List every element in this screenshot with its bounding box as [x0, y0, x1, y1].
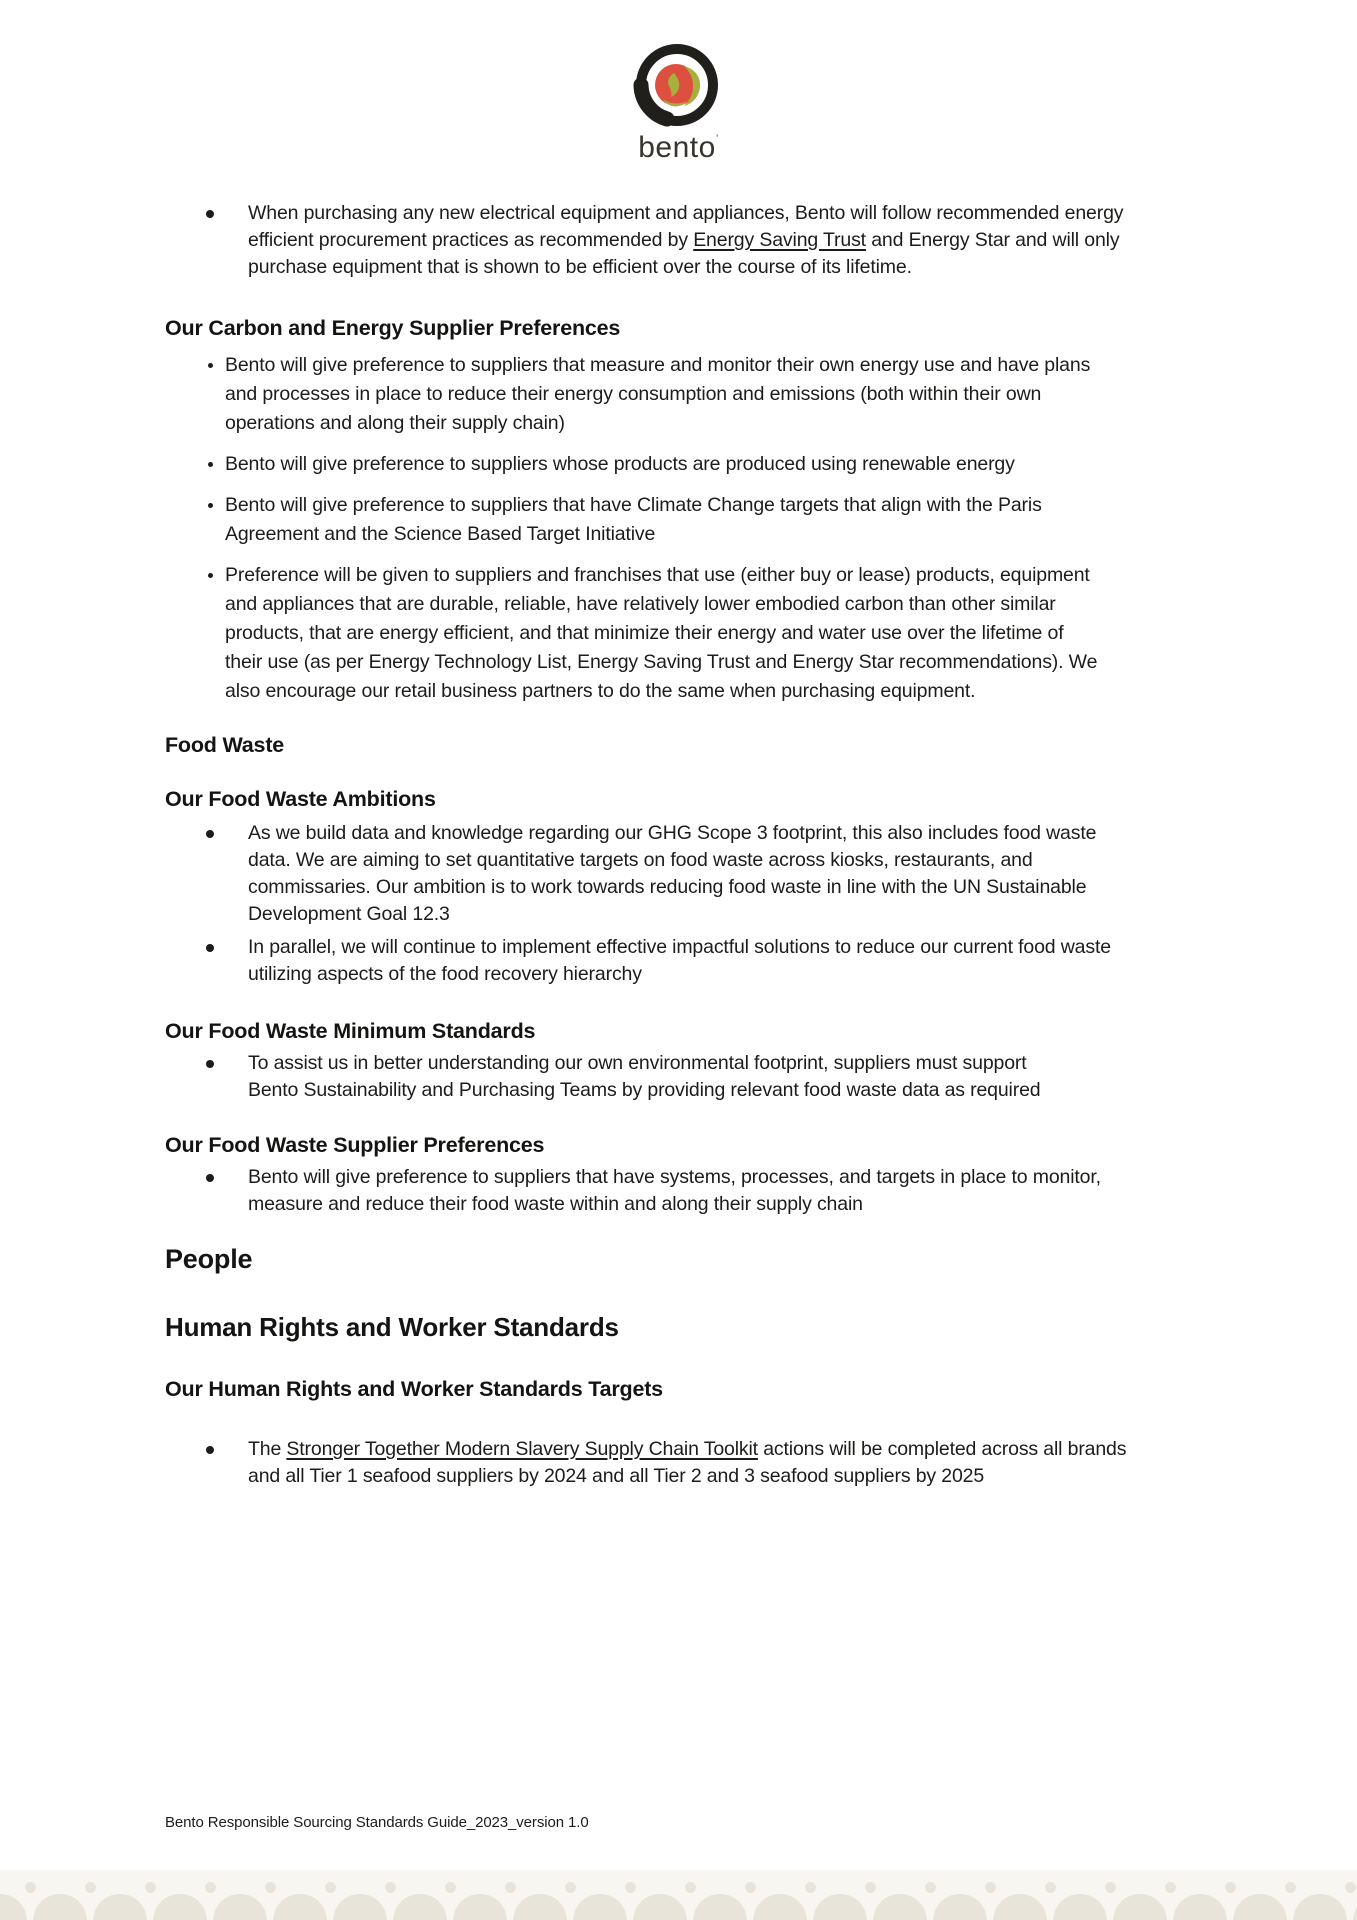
scallop-dot [985, 1882, 996, 1893]
scallop-dot [745, 1882, 756, 1893]
scallop-dot [625, 1882, 636, 1893]
scallop-dome [1233, 1894, 1287, 1920]
scallop-dome [873, 1894, 927, 1920]
list-item [165, 561, 1197, 706]
scallop-dome [213, 1894, 267, 1920]
scallop-dot [685, 1882, 696, 1893]
scallop-dot [1285, 1882, 1296, 1893]
list-item [165, 820, 1197, 928]
list-item [165, 351, 1197, 438]
scallop-dome [513, 1894, 567, 1920]
bento-logo-icon [627, 40, 731, 130]
scallop-dome [753, 1894, 807, 1920]
scallop-dome [1053, 1894, 1107, 1920]
footer-text: Bento Responsible Sourcing Standards Guide_2023_version 1.0 [165, 1814, 589, 1831]
scallop-dot [1225, 1882, 1236, 1893]
brand-wordmark [589, 132, 769, 164]
scallop-dome [33, 1894, 87, 1920]
scallop-dot [145, 1882, 156, 1893]
chapter-subheading: Human Rights and Worker Standards [165, 1312, 619, 1342]
bullet-text: Bento will give preference to suppliers that have systems, processes, and targets in place to monitor, measure and reduce their food waste within and along their supply chain [248, 1166, 1101, 1215]
bullet-text: Preference will be given to suppliers and franchises that use (either buy or lease) products, equipment and appliances that are durable, reliable, have relatively lower embodied carbon than other similar products, that are energy efficient, and that minimize their energy and water use over the lifetime of their use (as per Energy Technology List, Energy Saving Trust and Energy Star recommendations). We also encourage our retail business partners to do the same when purchasing equipment. [225, 564, 1098, 702]
list-item [165, 1436, 1197, 1490]
chapter-heading: People [165, 1244, 253, 1274]
inline-link[interactable]: Energy Saving Trust [693, 229, 866, 251]
scallop-dome [153, 1894, 207, 1920]
bullet-dot [208, 363, 213, 368]
bullet-dot [206, 1174, 214, 1182]
bullet-text: Bento will give preference to suppliers whose products are produced using renewable energy [225, 453, 1015, 475]
scallop-dot [805, 1882, 816, 1893]
scallop-dome [993, 1894, 1047, 1920]
section-heading: Food Waste [165, 733, 285, 757]
scallop-dot [565, 1882, 576, 1893]
scallop-dome [1113, 1894, 1167, 1920]
scallop-dome [813, 1894, 867, 1920]
scallop-dot [385, 1882, 396, 1893]
section-heading: Our Food Waste Minimum Standards [165, 1019, 536, 1043]
scallop-dot [265, 1882, 276, 1893]
text-segment: When purchasing any new electrical equipment and appliances, Bento will follow recommended energy efficient procurement practices as recommended by [248, 202, 1124, 251]
bullet-text: Bento will give preference to suppliers that measure and monitor their own energy use and have plans and processes in place to reduce their energy consumption and emissions (both within their own operations and along their supply chain) [225, 354, 1091, 434]
scallop-dot [85, 1882, 96, 1893]
scallop-dot [505, 1882, 516, 1893]
section-heading: Our Human Rights and Worker Standards Targets [165, 1377, 663, 1401]
bullet-text: Bento will give preference to suppliers that have Climate Change targets that align with the Paris Agreement and the Science Based Target Initiative [225, 494, 1042, 545]
text-segment: The [248, 1438, 287, 1460]
bullet-dot [206, 1060, 214, 1068]
brand-name: bento [638, 131, 716, 164]
bullet-dot [206, 210, 214, 218]
bullet-text [248, 200, 1128, 281]
inline-link[interactable]: Stronger Together Modern Slavery Supply Chain Toolkit [286, 1438, 758, 1460]
text-segment: and Energy Star and will only purchase equipment that is shown to be efficient over the course of its lifetime. [248, 229, 1120, 278]
scallop-dot [25, 1882, 36, 1893]
bullet-text: In parallel, we will continue to implement effective impactful solutions to reduce our current food waste utilizing aspects of the food recovery hierarchy [248, 936, 1111, 985]
list-item [165, 934, 1197, 988]
scallop-dot [1045, 1882, 1056, 1893]
scallop-dome [573, 1894, 627, 1920]
list-item [165, 1164, 1197, 1218]
bullet-dot [206, 1446, 214, 1454]
bullet-dot [206, 830, 214, 838]
trademark-mark: ’ [715, 133, 719, 145]
scallop-dot [1105, 1882, 1116, 1893]
list-item [165, 450, 1197, 479]
bullet-text [248, 1436, 1128, 1490]
scallop-dome [393, 1894, 447, 1920]
bullet-text: To assist us in better understanding our own environmental footprint, suppliers must support Bento Sustainability and Purchasing Teams by providing relevant food waste data as required [248, 1052, 1041, 1101]
section-heading: Our Food Waste Ambitions [165, 787, 436, 811]
list-item [165, 1050, 1197, 1104]
section-heading: Our Carbon and Energy Supplier Preferences [165, 316, 621, 340]
bento-logo [589, 40, 769, 164]
bullet-dot [206, 944, 214, 952]
scallop-dot [865, 1882, 876, 1893]
scallop-dome [693, 1894, 747, 1920]
scallop-dome [933, 1894, 987, 1920]
scallop-dome [633, 1894, 687, 1920]
list-item [165, 491, 1197, 549]
enso-brush-tail [691, 51, 709, 67]
scallop-dot [205, 1882, 216, 1893]
section-heading: Our Food Waste Supplier Preferences [165, 1133, 545, 1157]
list-item [165, 200, 1197, 281]
scallop-dome [453, 1894, 507, 1920]
scallop-dome [93, 1894, 147, 1920]
scallop-dot [1165, 1882, 1176, 1893]
scallop-dome [1353, 1894, 1357, 1920]
scallop-dot [1345, 1882, 1356, 1893]
bullet-dot [208, 503, 213, 508]
bullet-dot [208, 462, 213, 467]
scallop-dot [325, 1882, 336, 1893]
decorative-bottom-border [0, 1870, 1357, 1920]
scallop-dot [445, 1882, 456, 1893]
scallop-dot [925, 1882, 936, 1893]
scallop-dome [333, 1894, 387, 1920]
scallop-dome [1173, 1894, 1227, 1920]
scallop-dome [0, 1894, 27, 1920]
bullet-text: As we build data and knowledge regarding our GHG Scope 3 footprint, this also includes food waste data. We are aiming to set quantitative targets on food waste across kiosks, restaurants, and commissaries. Our ambition is to work towards reducing food waste in line with the UN Sustainable Development Goal 12.3 [248, 822, 1097, 925]
bullet-dot [208, 573, 213, 578]
scallop-dome [273, 1894, 327, 1920]
text-segment: actions will be completed across all brands and all Tier 1 seafood suppliers by 2024 and all Tier 2 and 3 seafood suppliers by 2025 [248, 1438, 1127, 1487]
scallop-dome [1293, 1894, 1347, 1920]
